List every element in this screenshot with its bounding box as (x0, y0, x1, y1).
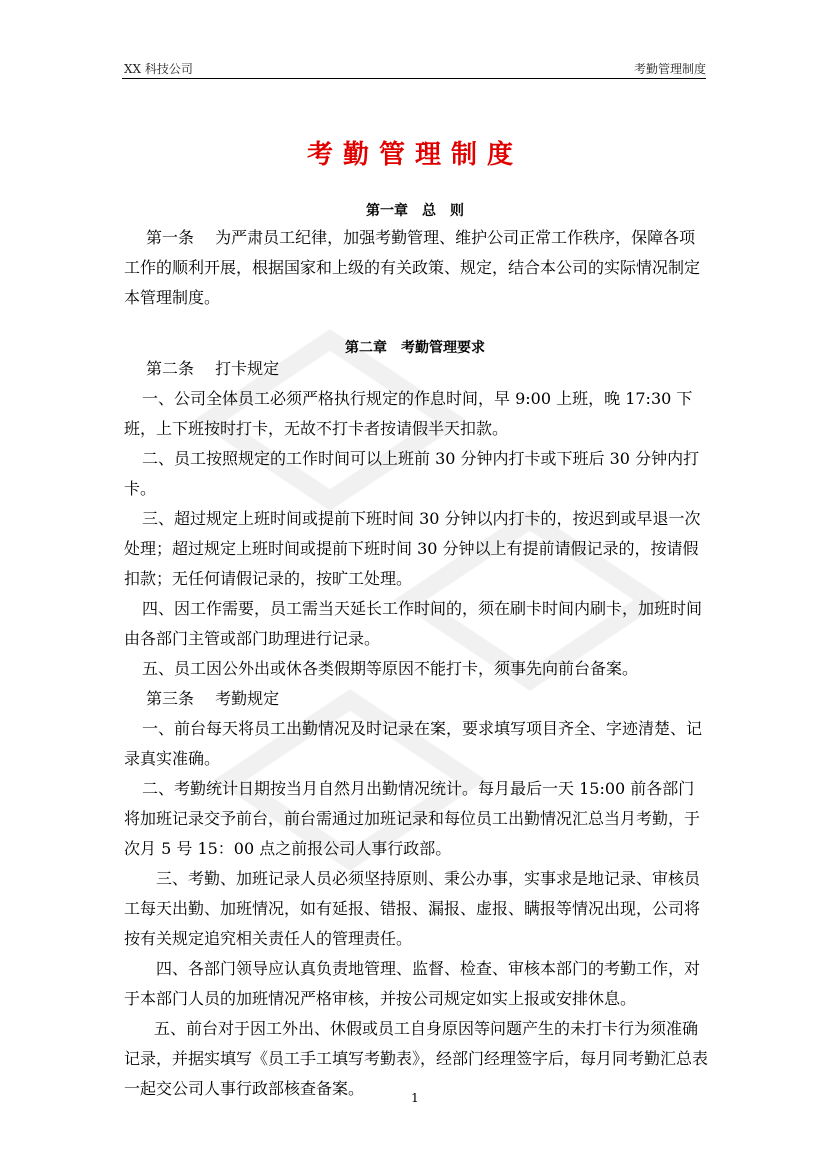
document-title: 考勤管理制度 (306, 140, 523, 170)
article-3-item-5: 五、前台对于因工外出、休假或员工自身原因等问题产生的未打卡行为须准确记录，并据实填写《员工手工填写考勤表》，经部门经理签字后，每月同考勤汇总表一起交公司人事行政部核查备案。 (124, 1019, 709, 1098)
article-3-item-4: 四、各部门领导应认真负责地管理、监督、检查、审核本部门的考勤工作，对于本部门人员的加班情况严格审核，并按公司规定如实上报或安排休息。 (124, 959, 701, 1008)
article-2-item-3: 三、超过规定上班时间或提前下班时间 30 分钟以内打卡的，按迟到或早退一次处理；超过规定上班时间或提前下班时间 30 分钟以上有提前请假记录的，按请假扣款；无任何请假记录的，按旷工处理。 (124, 509, 701, 588)
article-3-item-2: 二、考勤统计日期按当月自然月出勤情况统计。每月最后一天 15:00 前各部门将加班记录交予前台，前台需通过加班记录和每位员工出勤情况汇总当月考勤，于次月 5 号 15：00 点之前报公司人事行政部。 (124, 779, 701, 858)
page-header (124, 60, 706, 78)
article-3-item-1: 一、前台每天将员工出勤情况及时记录在案，要求填写项目齐全、字迹清楚、记录真实准确。 (124, 719, 703, 768)
chapter-1-body (124, 223, 708, 313)
article-3-title: 第三条 考勤规定 (146, 689, 280, 708)
header-doc-title: 考勤管理制度 (633, 62, 706, 76)
article-1: 第一条 为严肃员工纪律，加强考勤管理、维护公司正常工作秩序，保障各项工作的顺利开展，根据国家和上级的有关政策、规定，结合本公司的实际情况制定本管理制度。 (124, 228, 701, 307)
header-divider (122, 78, 706, 79)
chapter-2-heading: 第二章 考勤管理要求 (345, 340, 485, 356)
header-company: XX 科技公司 (124, 62, 193, 76)
page-number: 1 (411, 1091, 419, 1105)
chapter-2-body (124, 354, 708, 1104)
article-2-item-1: 一、公司全体员工必须严格执行规定的作息时间，早 9:00 上班，晚 17:30 下班，上下班按时打卡，无故不打卡者按请假半天扣款。 (124, 389, 693, 438)
article-3-item-3: 三、考勤、加班记录人员必须坚持原则、秉公办事，实事求是地记录、审核员工每天出勤、加班情况，如有延报、错报、漏报、虚报、瞒报等情况出现，公司将按有关规定追究相关责任人的管理责任。 (124, 869, 701, 948)
article-2-item-5: 五、员工因公外出或休各类假期等原因不能打卡，须事先向前台备案。 (142, 659, 639, 678)
article-2-title: 第二条 打卡规定 (146, 359, 280, 378)
article-2-item-4: 四、因工作需要，员工需当天延长工作时间的，须在刷卡时间内刷卡，加班时间由各部门主管或部门助理进行记录。 (124, 599, 703, 648)
chapter-1-heading: 第一章 总 则 (366, 203, 464, 219)
article-2-item-2: 二、员工按照规定的工作时间可以上班前 30 分钟内打卡或下班后 30 分钟内打卡。 (124, 449, 700, 498)
